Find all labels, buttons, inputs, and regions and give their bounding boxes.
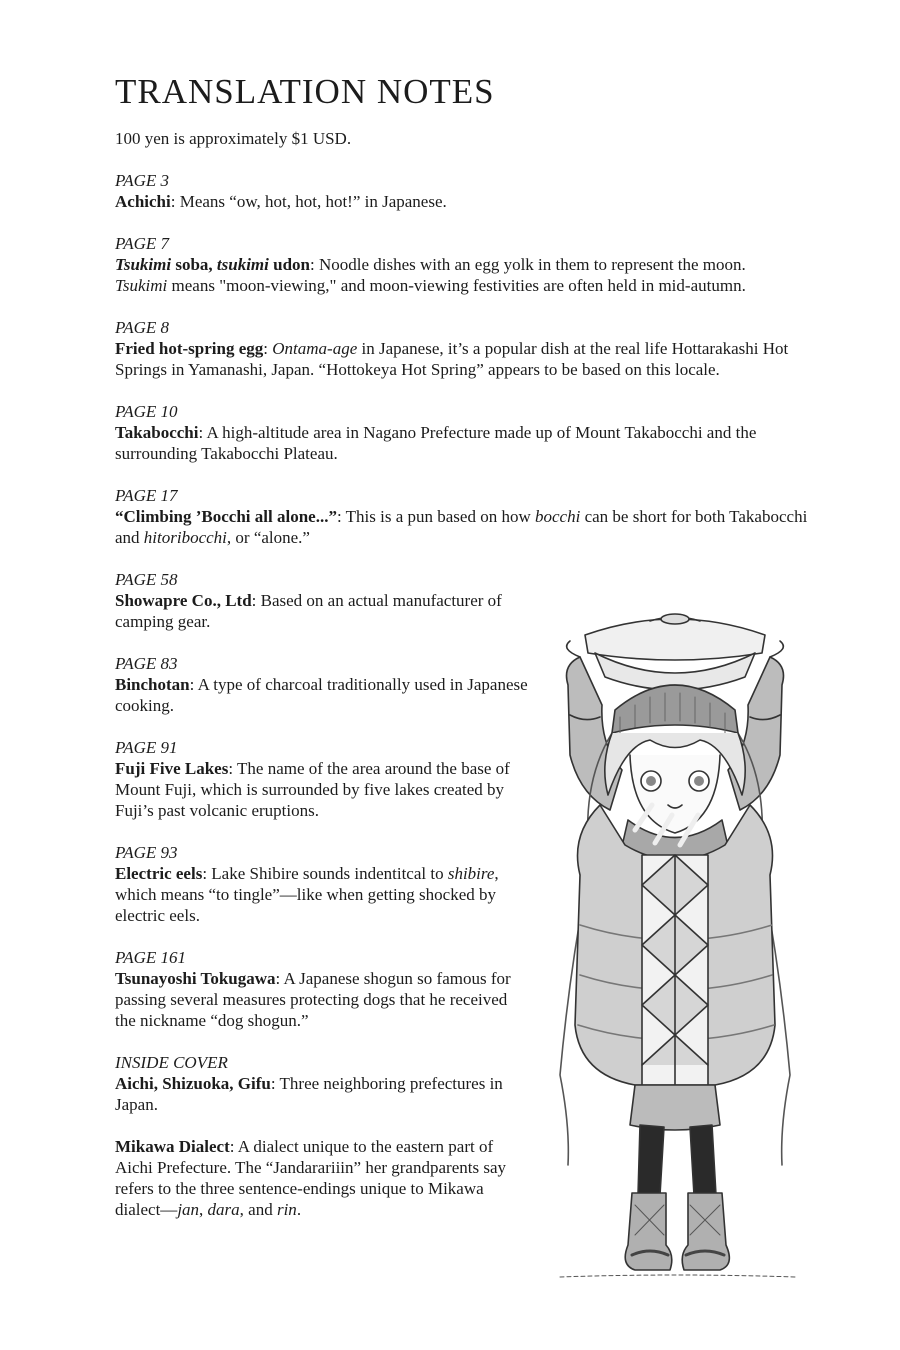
note-term: “Climbing ’Bocchi all alone...” [115, 507, 337, 526]
note-text: : [263, 339, 273, 358]
note-term: Aichi, Shizuoka, Gifu [115, 1074, 271, 1093]
note-italic: Tsukimi [115, 276, 168, 295]
note-term: Takabocchi [115, 423, 199, 442]
note-page-label: PAGE 3 [115, 171, 169, 190]
note-text: : Lake Shibire sounds indentitcal to [202, 864, 448, 883]
note-term: Achichi [115, 192, 171, 211]
note-text: , [199, 1200, 208, 1219]
note-term: Tsukimi [115, 255, 172, 274]
character-illustration [540, 605, 810, 1285]
note-text: means "moon-viewing," and moon-viewing festivities are often held in mid-autumn. [167, 276, 746, 295]
note-term: Electric eels [115, 864, 203, 883]
note-page-83 [115, 653, 530, 716]
note-page-91 [115, 737, 530, 821]
note-text: : Three neighboring prefectures in Japan. [115, 1074, 503, 1114]
ground-line [560, 1275, 795, 1277]
note-page-label: INSIDE COVER [115, 1053, 228, 1072]
note-term: Mikawa Dialect [115, 1137, 230, 1156]
note-text: can be short for both Takabocchi and [115, 507, 808, 547]
boots-illustration [625, 1193, 729, 1270]
page-title: TRANSLATION NOTES [115, 72, 495, 111]
note-page-label: PAGE 83 [115, 654, 178, 673]
note-page-7 [115, 233, 835, 296]
note-term: Fried hot-spring egg [115, 339, 264, 358]
note-term: udon [268, 255, 310, 274]
note-page-label: PAGE 161 [115, 948, 186, 967]
note-text: : The name of the area around the base of Mount Fuji, which is surrounded by five lakes created by Fuji’s past volcanic eruptions. [115, 759, 510, 820]
note-term: Binchotan [115, 675, 190, 694]
note-page-58 [115, 569, 530, 632]
note-text: , and [239, 1200, 277, 1219]
note-page-label: PAGE 91 [115, 738, 178, 757]
note-mikawa-dialect [115, 1136, 530, 1220]
note-term: soba, [171, 255, 217, 274]
note-text: , or “alone.” [226, 528, 310, 547]
note-text: , which means “to tingle”—like when getting shocked by electric eels. [115, 864, 499, 925]
note-italic: shibire [447, 864, 495, 883]
note-text: : This is a pun based on how [336, 507, 535, 526]
note-page-label: PAGE 93 [115, 843, 178, 862]
note-text: : Means “ow, hot, hot, hot!” in Japanese. [170, 192, 447, 211]
note-text: : A Japanese shogun so famous for passing several measures protecting dogs that he received the nickname “dog shogun.” [115, 969, 511, 1030]
note-text: : A type of charcoal traditionally used in Japanese cooking. [115, 675, 528, 715]
note-term: Tsunayoshi Tokugawa [115, 969, 276, 988]
note-page-label: PAGE 17 [115, 486, 178, 505]
beanie-illustration [612, 685, 738, 733]
note-page-8 [115, 317, 835, 380]
note-italic: bocchi [534, 507, 581, 526]
note-page-label: PAGE 58 [115, 570, 178, 589]
note-italic: Ontama-age [272, 339, 358, 358]
note-text: in Japanese, it’s a popular dish at the real life Hottarakashi Hot Springs in Yamanashi, Japan. “Hottokeya Hot Spring” appears to be based on this locale. [115, 339, 789, 379]
note-italic: hitoribocchi [143, 528, 227, 547]
note-term: Showapre Co., Ltd [115, 591, 252, 610]
note-page-161 [115, 947, 530, 1031]
note-text: . [296, 1200, 302, 1219]
legs-illustration [638, 1125, 716, 1195]
note-text: : A dialect unique to the eastern part of Aichi Prefecture. The “Jandarariiin” her grandparents say refers to the three sentence-endings unique to Mikawa dialect— [115, 1137, 506, 1219]
note-italic: dara [207, 1200, 240, 1219]
note-term: tsukimi [216, 255, 269, 274]
note-text: : Noodle dishes with an egg yolk in them to represent the moon. [310, 255, 746, 274]
note-inside-cover [115, 1052, 530, 1115]
note-page-3 [115, 170, 835, 212]
note-page-label: PAGE 8 [115, 318, 169, 337]
note-italic: rin [276, 1200, 297, 1219]
intro-text: 100 yen is approximately $1 USD. [115, 129, 352, 148]
note-text: : A high-altitude area in Nagano Prefecture made up of Mount Takabocchi and the surrounding Takabocchi Plateau. [115, 423, 757, 463]
note-text: : Based on an actual manufacturer of camping gear. [115, 591, 502, 631]
note-term: Fuji Five Lakes [115, 759, 229, 778]
shorts-illustration [630, 1085, 720, 1130]
note-page-17 [115, 485, 835, 548]
note-page-label: PAGE 10 [115, 402, 178, 421]
note-page-93 [115, 842, 530, 926]
pot-illustration [567, 614, 784, 690]
note-italic: jan [177, 1200, 200, 1219]
note-page-label: PAGE 7 [115, 234, 169, 253]
note-page-10 [115, 401, 835, 464]
